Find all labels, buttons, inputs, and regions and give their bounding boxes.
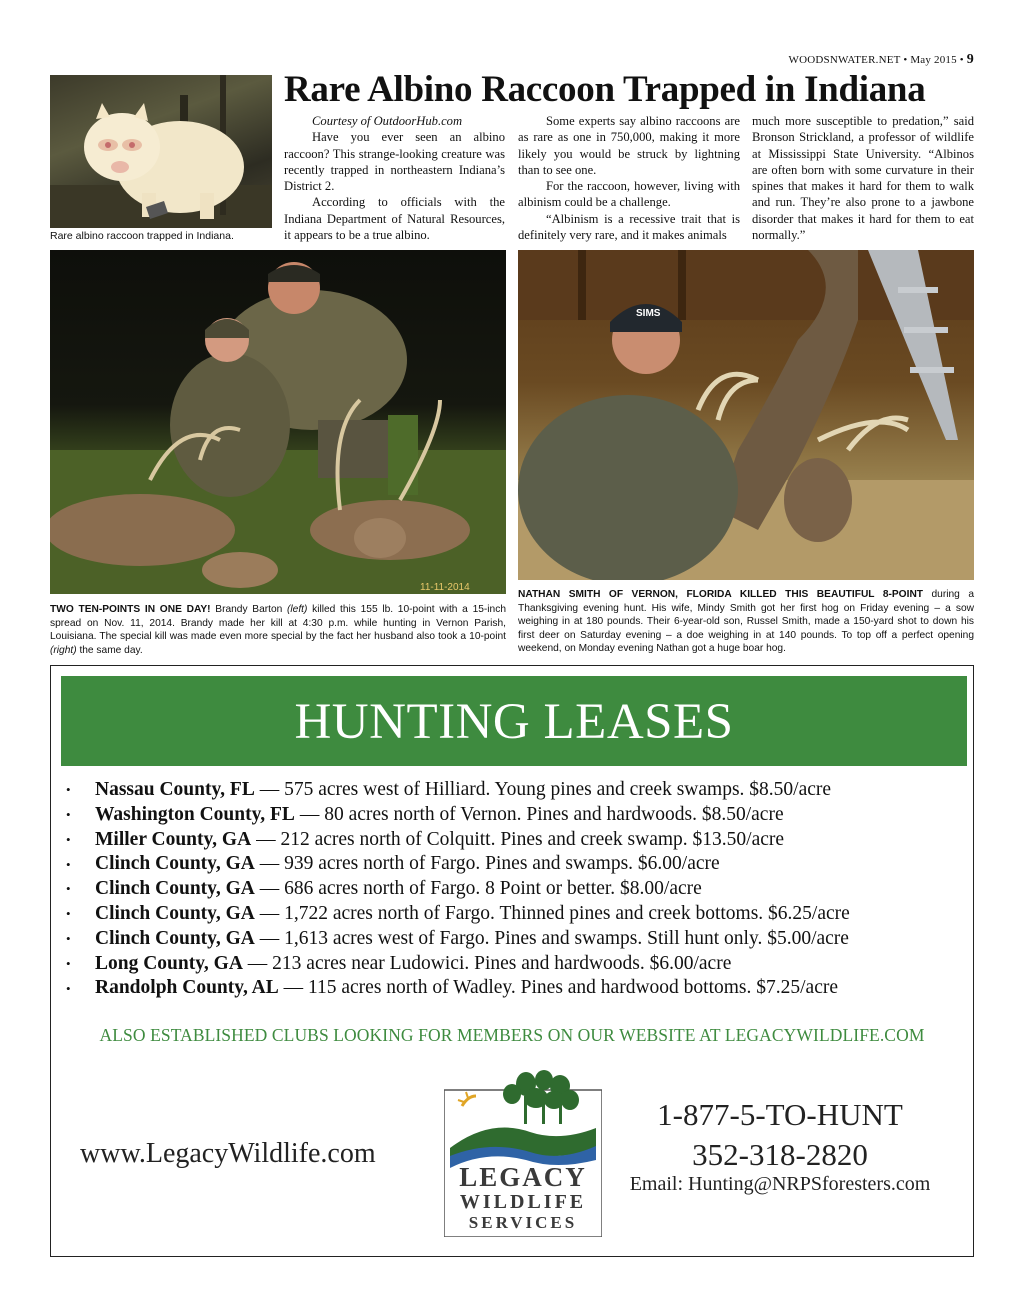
ad-tagline: ALSO ESTABLISHED CLUBS LOOKING FOR MEMBERS ON OUR WEBSITE AT LEGACYWILDLIFE.COM	[99, 1025, 925, 1045]
article-column-3	[752, 113, 974, 243]
ad-email: Email: Hunting@NRPSforesters.com	[629, 1173, 931, 1195]
bullet: •	[66, 782, 71, 798]
caption-text: during a Thanksgiving evening hunt. His wife, Mindy Smith got her first hog on Friday evening – a sow weighing in at 180 pounds. Their 6-year-old son, Russel Smith, made a 150-yard shot to down his first deer on Saturday evening – a doe weighing in at 140 pounds. To top off a perfect opening weekend, on Monday evening Nathan got a huge boar hog.	[518, 589, 974, 655]
list-item	[66, 927, 966, 952]
raccoon-caption: Rare albino raccoon trapped in Indiana.	[50, 230, 234, 242]
article-column-2	[518, 113, 740, 243]
list-item	[66, 902, 966, 927]
lease-details: — 1,613 acres west of Fargo. Pines and swamps. Still hunt only. $5.00/acre	[254, 927, 849, 949]
logo-line-1: LEGACY	[459, 1162, 587, 1192]
caption-lead: TWO TEN-POINTS IN ONE DAY!	[50, 604, 211, 615]
list-item	[66, 778, 966, 803]
bullet: •	[66, 806, 71, 822]
article-credit: Courtesy of OutdoorHub.com	[312, 114, 463, 128]
ad-banner: HUNTING LEASES	[61, 676, 967, 766]
lease-county: Miller County, GA	[95, 828, 252, 850]
legacy-wildlife-logo	[444, 1070, 602, 1237]
lease-county: Clinch County, GA	[95, 878, 255, 900]
bullet: •	[66, 930, 71, 946]
list-item	[66, 877, 966, 902]
lease-county: Washington County, FL	[95, 803, 295, 825]
lease-details: — 80 acres north of Vernon. Pines and hardwoods. $8.50/acre	[294, 803, 784, 825]
lease-details: — 1,722 acres north of Fargo. Thinned pines and creek bottoms. $6.25/acre	[254, 902, 850, 924]
ad-phone-local: 352-318-2820	[692, 1137, 868, 1172]
logo-line-3: SERVICES	[468, 1213, 578, 1232]
lease-county: Nassau County, FL	[95, 779, 255, 800]
lease-details: — 686 acres north of Fargo. 8 Point or better. $8.00/acre	[254, 878, 702, 900]
bullet: •	[66, 881, 71, 897]
ad-website: www.LegacyWildlife.com	[80, 1138, 376, 1169]
caption-text: killed this 155 lb. 10-point with a 15-inch spread on Nov. 11, 2014. Brandy made her kill at 4:30 p.m. while hunting in Vernon Parish, Louisiana. The special kill was made even more special by the fact her husband also took a 10-point	[50, 604, 506, 643]
bullet: •	[66, 980, 71, 996]
bullet: •	[66, 906, 71, 922]
albino-raccoon-photo	[50, 75, 272, 228]
article-headline: Rare Albino Raccoon Trapped in Indiana	[284, 69, 926, 110]
article-paragraph: For the raccoon, however, living with albinism could be a challenge.	[518, 179, 740, 210]
caption-lead: NATHAN SMITH OF VERNON, FLORIDA KILLED THIS BEAUTIFUL 8-POINT	[518, 589, 924, 600]
caption-right-note: (right)	[50, 644, 77, 656]
lease-county: Randolph County, AL	[95, 977, 279, 999]
lease-county: Clinch County, GA	[95, 902, 255, 924]
eight-point-photo	[518, 250, 974, 580]
folio-text: WOODSNWATER.NET • May 2015 •	[788, 54, 964, 66]
lease-county: Long County, GA	[95, 952, 243, 974]
ten-points-caption	[50, 603, 506, 657]
article-paragraph: “Albinism is a recessive trait that is definitely very rare, and it makes animals	[518, 211, 740, 243]
lease-county: Clinch County, GA	[95, 853, 255, 875]
caption-text: the same day.	[76, 644, 143, 656]
cap-logo: SIMS	[636, 308, 661, 319]
article-paragraph: According to officials with the Indiana Department of Natural Resources, it appears to be a true albino.	[284, 195, 505, 243]
lease-details: — 115 acres north of Wadley. Pines and hardwood bottoms. $7.25/acre	[278, 977, 839, 999]
lease-county: Clinch County, GA	[95, 927, 255, 949]
list-item	[66, 852, 966, 877]
caption-text: Brandy Barton	[210, 604, 288, 615]
ad-phone-tollfree: 1-877-5-TO-HUNT	[657, 1097, 903, 1132]
bullet: •	[66, 955, 71, 971]
caption-left-note: (left)	[287, 604, 308, 615]
article-paragraph: Some experts say albino raccoons are as rare as one in 750,000, making it more likely you would be struck by lightning than to see one.	[518, 114, 740, 177]
page-number: 9	[966, 52, 974, 67]
bullet: •	[66, 831, 71, 847]
lease-details: — 213 acres near Ludowici. Pines and hardwoods. $6.00/acre	[242, 952, 732, 974]
lease-details: — 575 acres west of Hilliard. Young pines and creek swamps. $8.50/acre	[254, 779, 832, 800]
article-paragraph: Have you ever seen an albino raccoon? This strange-looking creature was recently trapped in northeastern Indiana’s District 2.	[284, 130, 505, 194]
raccoon-illustration	[50, 75, 272, 228]
lease-details: — 939 acres north of Fargo. Pines and swamps. $6.00/acre	[254, 853, 720, 875]
page-folio	[680, 52, 974, 68]
hunter-with-buck-illustration	[518, 250, 974, 580]
hunters-with-deer-illustration	[50, 250, 506, 594]
ten-points-photo	[50, 250, 506, 594]
logo-line-2: WILDLIFE	[459, 1191, 587, 1213]
eight-point-caption	[518, 588, 974, 656]
article-column-1	[284, 113, 505, 243]
lease-list	[66, 778, 966, 1001]
list-item	[66, 952, 966, 977]
lease-details: — 212 acres north of Colquitt. Pines and creek swamp. $13.50/acre	[251, 828, 785, 850]
bullet: •	[66, 856, 71, 872]
photo-date-stamp: 11-11-2014	[420, 582, 470, 593]
list-item	[66, 976, 966, 1001]
logo-mark	[444, 1070, 602, 1237]
list-item	[66, 828, 966, 853]
article-paragraph: much more susceptible to predation,” said Bronson Strickland, a professor of wildlife at Mississippi State University. “Albinos are often born with some curvature in their spines that makes it hard for them to walk and run. They’re also prone to a jawbone disorder that makes it hard for them to eat normally.”	[752, 114, 974, 243]
list-item	[66, 803, 966, 828]
